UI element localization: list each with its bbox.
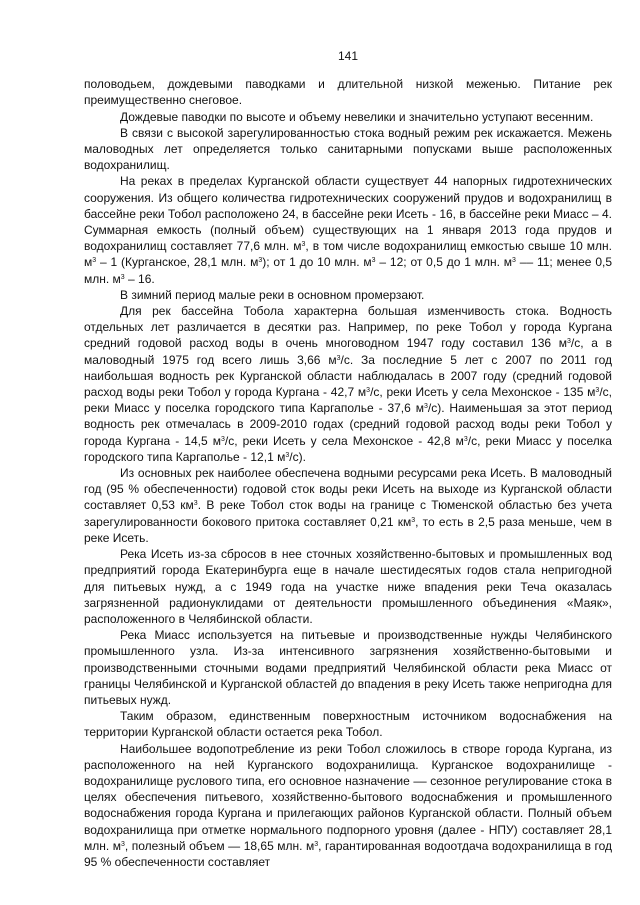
superscript: 3 (121, 840, 125, 848)
superscript: 3 (285, 451, 290, 459)
superscript: 3 (411, 516, 416, 524)
paragraph: В зимний период малые реки в основном промерзают. (120, 287, 425, 302)
superscript: 3 (463, 435, 468, 443)
page-number: 141 (337, 49, 359, 63)
superscript: 3 (258, 257, 263, 265)
superscript: 3 (423, 403, 428, 411)
superscript: 3 (92, 257, 97, 265)
body-text (84, 76, 612, 870)
document-page (84, 48, 612, 870)
superscript: 3 (220, 435, 225, 443)
paragraph: Из основных рек наиболее обеспечена водными ресурсами река Исеть. В маловодный год (95 % обеспеченности) годовой сток воды реки Исеть на выходе из Курганской области составляет 0,53 $км^3$. В реке Тобол сток воды на границе с Тюменской областью без учета зарегулированности бокового притока составляет 0,21 $км^3$, то есть в 2,5 раза меньше, чем в реке Исеть. (84, 466, 612, 545)
superscript: 3 (336, 354, 341, 362)
paragraph: На реках в пределах Курганской области существует 44 напорных гидротехнических сооружения. Из общего количества гидротехнических сооружений прудов и водохранилищ в бассейне реки Тобол расположено 24, в бассейне реки Исеть - 16, в бассейне реки Миасс – 4. Суммарная емкость (полный объем) существующих на 1 января 2013 года прудов и водохранилищ составляет 77,6 млн. $м^3$, в том числе водохранилищ емкостью свыше 10 млн. $м^3 - 1$ (Курганское, 28,1 млн. $м^3$); от 1 до 10 млн. $м^3 - 12$; от 0,5 до 1 млн. $м^3 -- 11$; менее 0,5 млн. $м^3 - 16$. (84, 174, 612, 286)
paragraph: Таким образом, единственным поверхностным источником водоснабжения на территории Курганской области остается река Тобол. (84, 709, 612, 740)
paragraph: В связи с высокой зарегулированностью стока водный режим рек искажается. Межень маловодных лет определяется только санитарными попусками выше расположенных водохранилищ. (84, 125, 612, 173)
paragraph: Река Исеть из-за сбросов в нее сточных хозяйственно-бытовых и промышленных вод предприятий города Екатеринбурга еще в начале шестидесятых годов стала непригодной для питьевых нужд, а с 1949 года на участке ниже впадения реки Теча оказалась загрязненной радионуклидами от деятельности промышленного объединения «Маяк», расположенного в Челябинской области. (84, 547, 612, 626)
superscript: 3 (567, 338, 571, 346)
superscript: 3 (366, 387, 371, 395)
paragraph: Река Миасс используется на питьевые и производственные нужды Челябинского промышленного узла. Из-за интенсивного загрязнения хозяйственно-бытовыми и производственными сточными водами предприятий Челябинской области река Миасс от границы Челябинской и Курганской областей до впадения в реку Исеть также непригодна для питьевых нужд. (84, 628, 612, 707)
superscript: 3 (193, 500, 198, 508)
superscript: 3 (301, 241, 306, 249)
superscript: 3 (120, 273, 125, 281)
paragraph: Дождевые паводки по высоте и объему невелики и значительно уступают весенним. (120, 109, 594, 124)
paragraph: половодьем, дождевыми паводками и длительной низкой меженью. Питание рек преимущественно снеговое. (84, 77, 612, 108)
superscript: 3 (595, 387, 600, 395)
superscript: 3 (314, 840, 319, 848)
superscript: 3 (512, 257, 516, 265)
superscript: 3 (371, 257, 376, 265)
paragraph: Наибольшее водопотребление из реки Тобол сложилось в створе города Кургана, из расположенного на ней Курганского водохранилища. Курганское водохранилище - водохранилище руслового типа, его основное назначение –– сезонное регулирование стока в целях обеспечения питьевого, хозяйственно-бытового водоснабжения и промышленного водоснабжения города Кургана и прилегающих районов Курганской области. Полный объем водохранилища при отметке нормального подпорного уровня (далее - НПУ) составляет 28,1 млн. $м^3$, полезный объем — 18,65 млн. $м^3$, гарантированная водоотдача водохранилища в год 95 % обеспеченности составляет (84, 741, 612, 869)
paragraph: Для рек бассейна Тобола характерна большая изменчивость стока. Водность отдельных лет различается в десятки раз. Например, по реке Тобол у города Кургана средний годовой расход воды в очень многоводном 1947 году составил 136 $м^3/с$, а в маловодный 1975 год всего лишь 3,66 $м^3/с$. За последние 5 лет с 2007 по 2011 год наибольшая водность рек Курганской области наблюдалась в 2007 году (средний годовой расход воды реки Тобол у города Кургана - 42,7 $м^3/с$, реки Исеть у села Мехонское - 135 $м^3/с$, реки Миасс у поселка городского типа Каргаполье - 37,6 $м^3/с$). Наименьшая за этот период водность рек отмечалась в 2009-2010 годах (средний годовой расход воды реки Тобол у города Кургана - 14,5 $м^3/с$, реки Исеть у села Мехонское - 42,8 $м^3/с$, реки Миасс у поселка городского типа Каргаполье - 12,1 $м^3/с$). (84, 304, 613, 464)
